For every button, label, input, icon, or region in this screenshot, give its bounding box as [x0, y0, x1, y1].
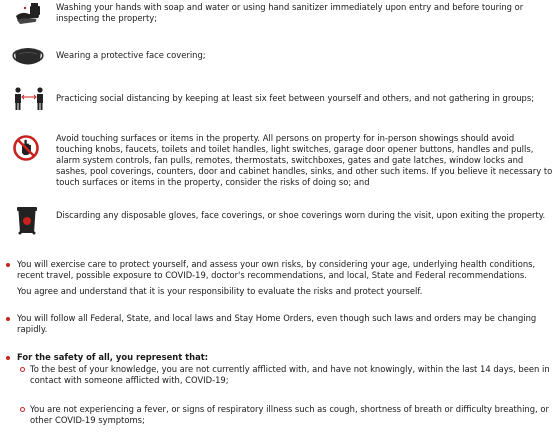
- guideline-text: Avoid touching surfaces or items in the property. All persons on property for in-person showings should avoid touching knobs, faucets, toilets and toilet handles, light switches, garage door opener buttons, handles and pulls, alarm system controls, fan pulls, remotes, thermostats, switchboxes, gates and gate latches, window locks and sashes, pool coverings, counters, door and cabinet handles, sinks, and other such items. If you believe it necessary to touch surfaces or items in the property, consider the risks of doing so; and: [56, 133, 553, 187]
- sub-bullet-circle: [20, 367, 25, 372]
- bullet-text: You will follow all Federal, State, and local laws and Stay Home Orders, even though such laws and orders may be changing rapidly.: [17, 313, 537, 334]
- sub-bullet-circle: [20, 407, 25, 412]
- bullet-text: You agree and understand that it is your responsibility to evaluate the risks and protect yourself.: [17, 286, 423, 296]
- bullet-text: You will exercise care to protect yourself, and assess your own risks, by considering your age, underlying health conditions, recent travel, possible exposure to COVID-19, doctor's recommendations, and local, State and Federal recommendations.: [17, 259, 536, 280]
- sub-bullet-text: You are not experiencing a fever, or signs of respiratory illness such as cough, shortness of breath or difficulty breathing, or other COVID-19 symptoms;: [30, 404, 549, 425]
- sub-bullet-text: To the best of your knowledge, you are not currently afflicted with, and have not knowingly, within the last 14 days, been in contact with someone afflicted with, COVID-19;: [30, 364, 550, 385]
- no-touch-icon: [12, 134, 40, 165]
- face-mask-icon: [11, 43, 45, 72]
- guideline-text: Discarding any disposable gloves, face coverings, or shoe coverings worn during the visit, upon exiting the property.: [56, 210, 546, 220]
- social-distancing-icon: [12, 86, 46, 115]
- guideline-text: Practicing social distancing by keeping at least six feet between yourself and others, and not gathering in groups;: [56, 93, 535, 103]
- guideline-text: Washing your hands with soap and water or using hand sanitizer immediately upon entry and before touring or inspecting the property;: [56, 2, 524, 23]
- bullet-dot: [6, 356, 10, 360]
- hand-sanitizer-icon: [14, 2, 44, 29]
- bullet-heading: For the safety of all, you represent that:: [17, 352, 209, 362]
- bullet-dot: [6, 263, 10, 267]
- bullet-dot: [6, 317, 10, 321]
- guideline-text: Wearing a protective face covering;: [56, 50, 206, 60]
- trash-bin-icon: [16, 205, 38, 238]
